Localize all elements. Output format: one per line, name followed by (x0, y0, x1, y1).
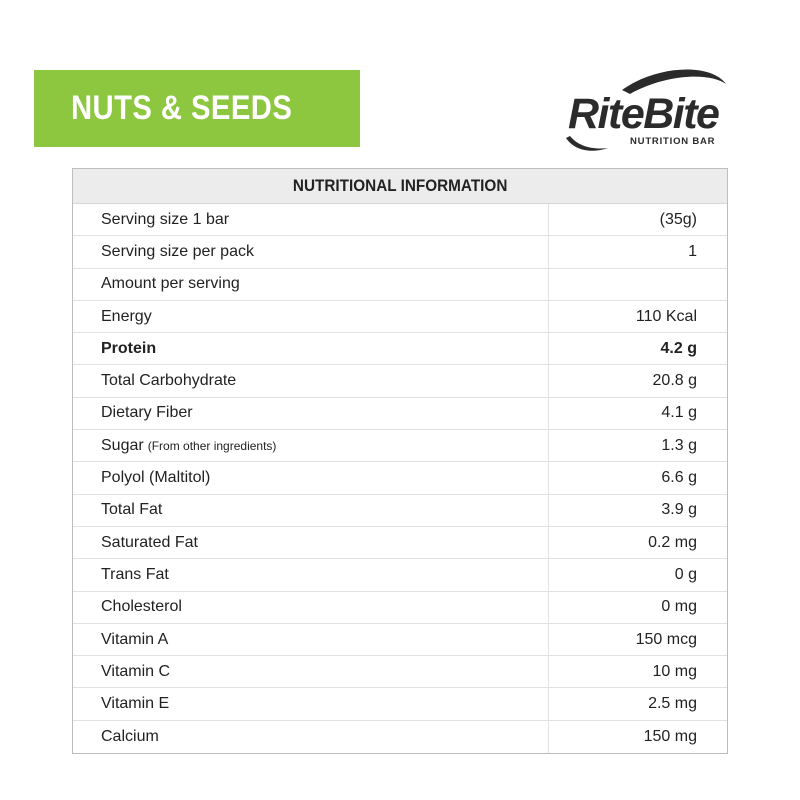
nutrient-label-cell (73, 333, 549, 364)
nutrient-label: Vitamin E (101, 695, 170, 713)
nutrient-label-cell (73, 592, 549, 623)
nutrient-label: Vitamin C (101, 662, 171, 680)
nutrient-note: (From other ingredients) (147, 438, 277, 453)
nutrient-value: 1 (688, 242, 697, 260)
nutrient-label: Calcium (101, 727, 159, 745)
table-row (73, 656, 727, 688)
nutrient-label: Dietary Fiber (101, 404, 193, 422)
nutrient-label: Trans Fat (101, 565, 169, 583)
table-header (73, 169, 727, 204)
nutrient-label-cell (73, 430, 549, 461)
nutrient-label-cell (73, 495, 549, 526)
nutrient-value: 0 g (674, 565, 697, 583)
nutrient-value: 4.2 g (660, 339, 697, 357)
nutrient-value: 3.9 g (661, 501, 697, 519)
nutrient-label: Vitamin A (101, 630, 169, 648)
nutrient-label-cell (73, 688, 549, 719)
table-body (73, 204, 727, 753)
logo-tagline: NUTRITION BAR (630, 136, 716, 147)
table-row (73, 301, 727, 333)
nutrient-value: 4.1 g (661, 404, 697, 422)
nutrient-label-cell (73, 721, 549, 753)
nutrient-value: 150 mg (643, 727, 697, 745)
nutrient-label-cell (73, 527, 549, 558)
ritebite-logo (560, 62, 740, 158)
nutrient-label: Protein (101, 339, 157, 357)
nutrient-label-cell (73, 559, 549, 590)
table-row (73, 236, 727, 268)
table-row (73, 333, 727, 365)
table-row (73, 269, 727, 301)
nutrient-value (549, 269, 727, 300)
table-title: NUTRITIONAL INFORMATION (292, 176, 508, 195)
nutrient-label: Amount per serving (101, 275, 240, 293)
table-row (73, 398, 727, 430)
nutrient-label: Total Carbohydrate (101, 372, 237, 390)
nutrient-label: Total Fat (101, 501, 163, 519)
table-row (73, 688, 727, 720)
nutrient-label: Polyol (Maltitol) (101, 469, 211, 487)
nutrient-value: 150 mcg (635, 630, 697, 648)
table-row (73, 721, 727, 753)
table-row (73, 559, 727, 591)
nutrient-value: 0 mg (661, 598, 697, 616)
nutrient-value: 6.6 g (661, 469, 697, 487)
nutrient-value: (35g) (659, 210, 697, 228)
table-row (73, 495, 727, 527)
nutrient-value: 2.5 mg (648, 695, 697, 713)
nutrient-label: Serving size per pack (101, 242, 254, 260)
category-title: NUTS & SEEDS (71, 89, 293, 127)
nutrient-label-cell (73, 204, 549, 235)
nutrient-value: 20.8 g (652, 372, 697, 390)
nutrient-label: Saturated Fat (101, 533, 198, 551)
nutrient-label: Sugar (101, 436, 144, 454)
nutrient-value: 1.3 g (661, 436, 697, 454)
table-row (73, 624, 727, 656)
nutrient-label: Serving size 1 bar (101, 210, 230, 228)
table-row (73, 430, 727, 462)
nutrient-value: 110 Kcal (635, 307, 697, 325)
table-row (73, 462, 727, 494)
nutrient-label-cell (73, 269, 549, 300)
logo-graphic (560, 62, 740, 158)
nutrient-label-cell (73, 462, 549, 493)
nutrient-label-cell (73, 656, 549, 687)
nutrient-value: 10 mg (652, 662, 697, 680)
table-row (73, 527, 727, 559)
nutrition-table (72, 168, 728, 754)
nutrient-label: Energy (101, 307, 152, 325)
table-row (73, 592, 727, 624)
nutrient-label-cell (73, 624, 549, 655)
nutrient-label-cell (73, 398, 549, 429)
nutrient-label: Cholesterol (101, 598, 182, 616)
category-banner (34, 70, 360, 147)
nutrient-label-cell (73, 301, 549, 332)
nutrient-label-cell (73, 236, 549, 267)
table-row (73, 365, 727, 397)
nutrient-value: 0.2 mg (648, 533, 697, 551)
table-row (73, 204, 727, 236)
nutrient-label-cell (73, 365, 549, 396)
logo-name: RiteBite (568, 90, 719, 138)
